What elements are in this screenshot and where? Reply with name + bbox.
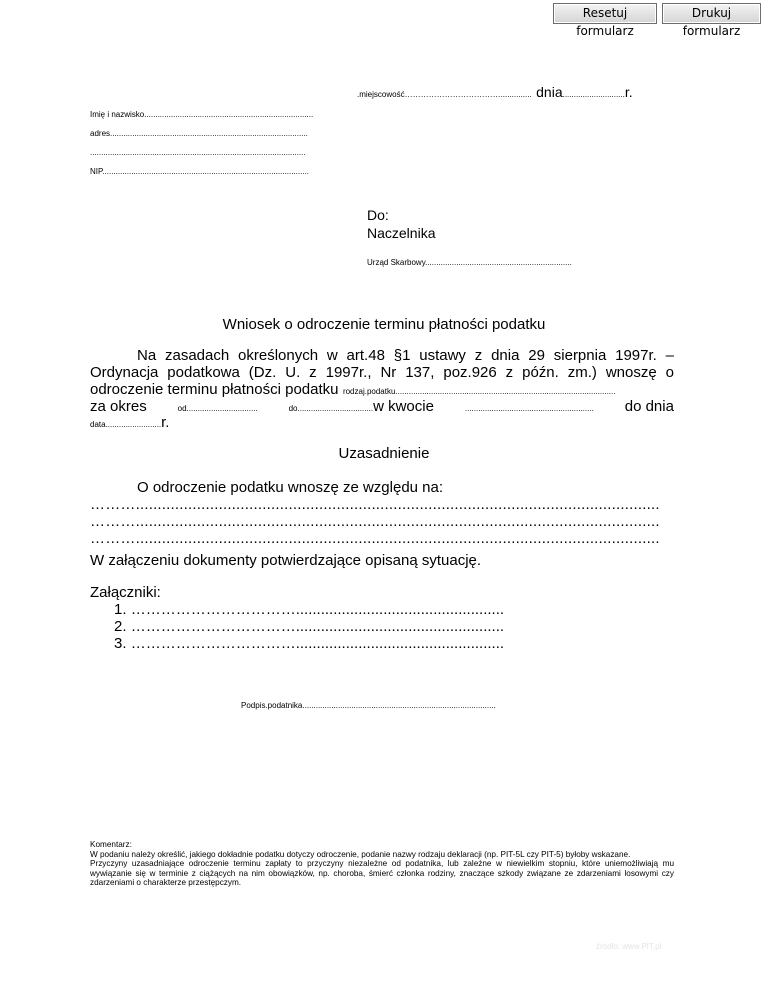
attached-docs-note: W załączeniu dokumenty potwierdzające opisaną sytuację. — [90, 552, 482, 569]
tax-type-field[interactable]: rodzaj.podatku................................................................................................... — [342, 387, 616, 396]
body-line-2: Ordynacja podatkowa (Dz. U. z 1997r., Nr 137, poz.926 z późn. zm.) wnoszę o — [90, 364, 674, 381]
amount-label: w kwocie — [373, 398, 434, 415]
attachment-number: 2. — [114, 618, 127, 635]
body-line-5 — [90, 414, 169, 432]
attachment-item-1 — [114, 601, 504, 618]
source-watermark: źródło: www.PIT.pl — [596, 942, 662, 951]
period-to-group — [289, 398, 434, 416]
attachment-field[interactable]: …………………………….................................................. — [130, 601, 505, 618]
attachment-field[interactable]: …………………………….................................................. — [130, 618, 505, 635]
justification-heading: Uzasadnienie — [338, 445, 430, 462]
justification-intro: O odroczenie podatku wnoszę ze względu na: — [137, 479, 444, 496]
body-line-3-text: odroczenie terminu płatności podatku — [90, 381, 339, 398]
period-from-field[interactable]: od................................ — [177, 404, 258, 413]
attachment-item-2 — [114, 618, 504, 635]
attachment-number: 3. — [114, 635, 127, 652]
reset-form-button[interactable]: Resetuj formularz — [553, 3, 657, 24]
recipient-head: Naczelnika — [367, 225, 436, 241]
comment-label: Komentarz: — [90, 840, 132, 849]
name-field[interactable]: Imię i nazwisko............................................................................ — [90, 110, 314, 119]
document-title: Wniosek o odroczenie terminu płatności podatku — [222, 316, 546, 333]
recipient-to: Do: — [367, 207, 389, 223]
body-line-3 — [90, 381, 674, 399]
place-field[interactable]: .miejscowość……………………………….............. — [357, 90, 532, 99]
address-field[interactable]: adres......................................................................................... — [90, 129, 308, 138]
body-line-1: Na zasadach określonych w art.48 §1 ustawy z dnia 29 sierpnia 1997r. – — [137, 347, 674, 364]
attachment-number: 1. — [114, 601, 127, 618]
body-line-4 — [90, 398, 674, 416]
place-date-line — [357, 84, 633, 102]
justification-line-1[interactable]: ………........................................................................................................................ — [90, 496, 660, 513]
comment-paragraph-2: Przyczyny uzasadniające odroczenie terminu zapłaty to przyczyny niezależne od podatnika, lub zależne w niewielkim stopniu, które uniemożliwiają mu wywiązanie się w terminie z ciążących na nim obowiązków, np. choroba, śmierć członka rodziny, znaczące szkody związane ze zdarzeniami losowymi czy zdarzeniami o charakterze przestępczym. — [90, 859, 674, 887]
address-field-2[interactable]: ................................................................................................. — [90, 148, 306, 157]
justification-line-2[interactable]: ………........................................................................................................................ — [90, 513, 660, 530]
period-label: za okres — [90, 398, 147, 415]
amount-field[interactable]: .......................................................... — [464, 404, 594, 413]
print-form-button[interactable]: Drukuj formularz — [662, 3, 761, 24]
attachment-item-3 — [114, 635, 504, 652]
until-date-field[interactable]: data......................... — [90, 420, 162, 429]
attachments-heading: Załączniki: — [90, 584, 161, 601]
comment-block — [90, 840, 674, 888]
date-label: dnia — [536, 84, 563, 100]
comment-paragraph-1: W podaniu należy określić, jakiego dokładnie podatku dotyczy odroczenie, podanie nazwy rodzaju deklaracji (np. PIT-5L czy PIT-5) byłoby wskazane. — [90, 849, 631, 859]
nip-field[interactable]: NIP............................................................................................. — [90, 167, 310, 176]
period-to-field[interactable]: do.................................. — [288, 404, 374, 413]
until-label: do dnia — [624, 398, 674, 415]
signature-field[interactable]: Podpis.podatnika....................................................................................... — [241, 701, 496, 710]
date-field[interactable]: ............................ — [562, 90, 625, 99]
date-suffix: r. — [624, 84, 633, 100]
tax-office-field[interactable]: Urząd Skarbowy.................................................................. — [367, 258, 572, 267]
justification-line-3[interactable]: ………........................................................................................................................ — [90, 530, 660, 547]
until-date-suffix: r. — [161, 414, 170, 431]
attachment-field[interactable]: …………………………….................................................. — [130, 635, 505, 652]
